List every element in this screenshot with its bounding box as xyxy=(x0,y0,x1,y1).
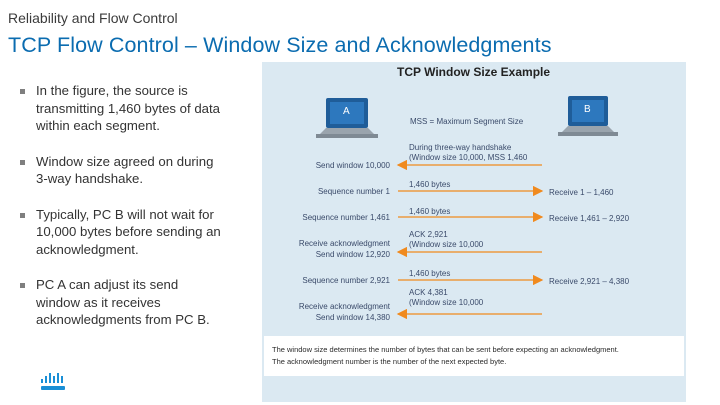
ack-label: ACK 4,381 xyxy=(409,288,448,297)
bytes-label: 1,460 bytes xyxy=(409,269,451,278)
bytes-label: 1,460 bytes xyxy=(409,207,451,216)
cisco-logo-icon xyxy=(40,372,66,392)
receive-range-label: Receive 1,461 – 2,920 xyxy=(549,214,630,223)
ack-label: ACK 2,921 xyxy=(409,230,448,239)
sequence-number-label: Sequence number 2,921 xyxy=(302,276,390,285)
bullet-text: Typically, PC B will not wait for 10,000 bytes before sending an acknowledgment. xyxy=(36,206,221,257)
mss-note: MSS = Maximum Segment Size xyxy=(410,117,524,126)
diagram-panel xyxy=(262,62,686,402)
pc-b-icon xyxy=(558,96,618,136)
receive-ack-label: Receive acknowledgment xyxy=(298,239,390,248)
pc-a-label: A xyxy=(343,106,350,117)
bytes-label: 1,460 bytes xyxy=(409,180,451,189)
sequence-number-label: Sequence number 1,461 xyxy=(302,213,390,222)
bullet-marker-icon xyxy=(20,283,25,288)
handshake-window-label: (Window size 10,000, MSS 1,460 xyxy=(409,153,528,162)
bullet-marker-icon xyxy=(20,213,25,218)
bullet-text: PC A can adjust its send window as it receives acknowledgments from PC B. xyxy=(36,277,210,327)
bullet-item xyxy=(20,206,225,259)
sequence-number-label: Sequence number 1 xyxy=(317,187,390,196)
send-window-label: Send window 10,000 xyxy=(315,161,390,170)
ack-window-label: (Window size 10,000 xyxy=(409,240,484,249)
slide-title: TCP Flow Control – Window Size and Acknowledgments xyxy=(8,33,552,57)
send-window-label: Send window 12,920 xyxy=(315,250,390,259)
bullet-item xyxy=(20,276,225,329)
tcp-window-diagram xyxy=(262,62,686,402)
footer-note-box xyxy=(264,336,684,376)
section-subtitle: Reliability and Flow Control xyxy=(8,10,178,26)
receive-range-label: Receive 1 – 1,460 xyxy=(549,188,614,197)
bullet-item xyxy=(20,82,225,135)
window-size-note: The window size determines the number of bytes that can be sent before expecting an acknowledgment. xyxy=(272,345,619,354)
bullet-item xyxy=(20,153,225,188)
handshake-label: During three-way handshake xyxy=(409,143,512,152)
bullet-marker-icon xyxy=(20,89,25,94)
pc-b-label: B xyxy=(584,104,591,115)
receive-range-label: Receive 2,921 – 4,380 xyxy=(549,277,630,286)
bullet-text: In the figure, the source is transmitting 1,460 bytes of data within each segment. xyxy=(36,83,221,133)
bullet-list xyxy=(20,82,225,347)
bullet-marker-icon xyxy=(20,160,25,165)
bullet-text: Window size agreed on during 3-way handshake. xyxy=(36,153,214,186)
ack-window-label: (Window size 10,000 xyxy=(409,298,484,307)
ack-number-note: The acknowledgment number is the number of the next expected byte. xyxy=(272,357,507,366)
send-window-label: Send window 14,380 xyxy=(315,313,390,322)
receive-ack-label: Receive acknowledgment xyxy=(298,302,390,311)
pc-a-icon xyxy=(316,98,378,138)
diagram-title: TCP Window Size Example xyxy=(397,65,551,79)
